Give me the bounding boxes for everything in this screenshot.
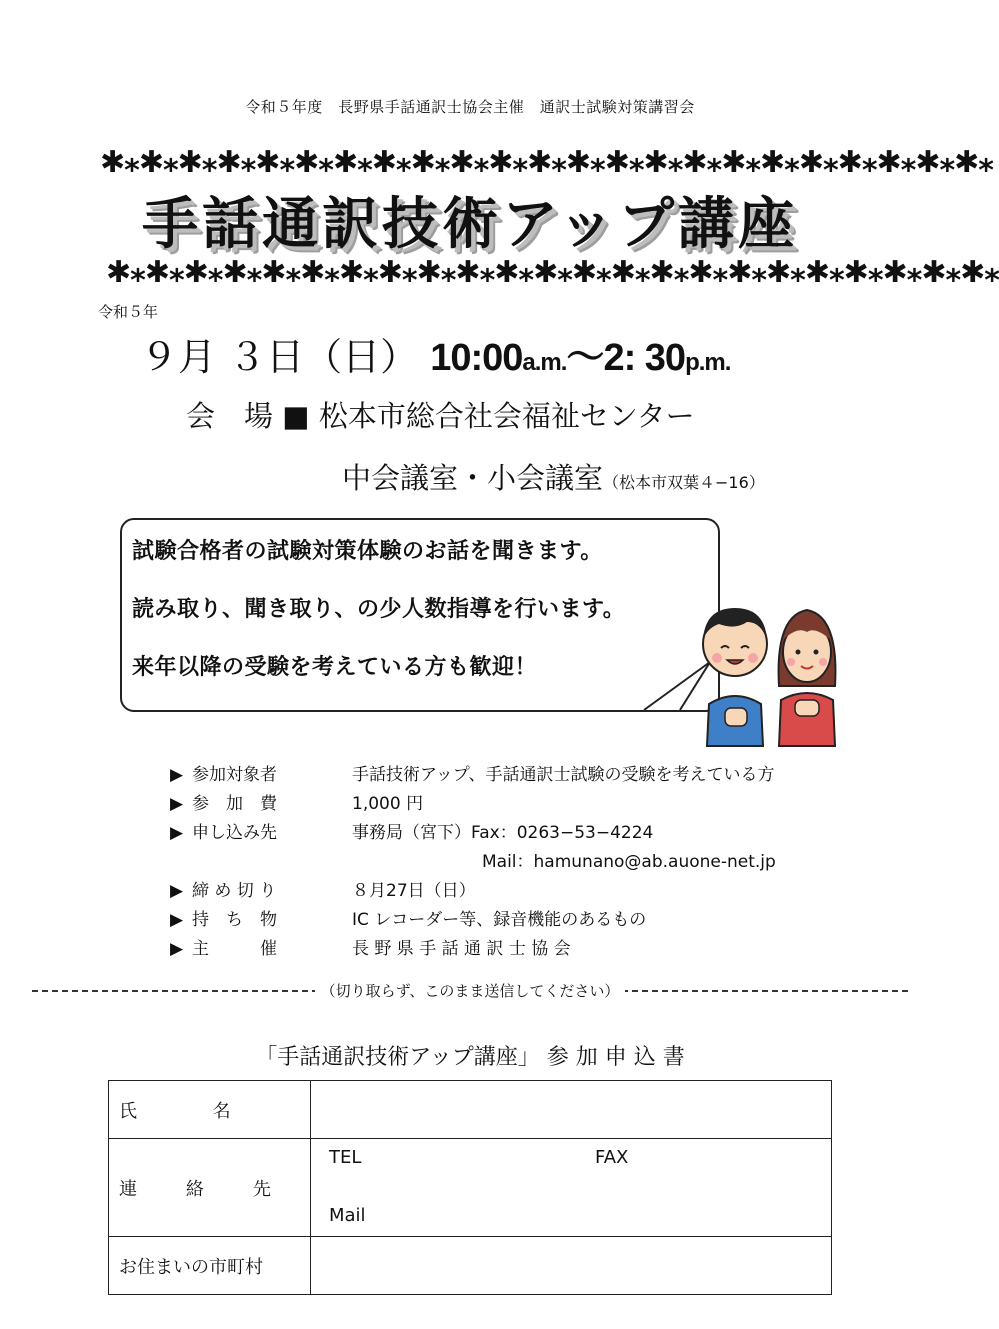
end-time: 2: 30 [603,337,686,379]
form-label-name: 氏 名 [109,1081,311,1139]
cut-note-text: （切り取らず、このまま送信してください） [315,982,626,1000]
decorative-stars-bottom: ✱⁎✱⁎✱⁎✱⁎✱⁎✱⁎✱⁎✱⁎✱⁎✱⁎✱⁎✱⁎✱⁎✱⁎✱⁎✱⁎✱⁎✱⁎✱⁎✱⁎✱⁎✱⁎✱⁎ [106,255,999,290]
bubble-line-1: 試験合格者の試験対策体験のお話を聞きます。 [132,539,603,564]
arrow-icon: ▶ [170,881,184,901]
boy-figure [703,608,767,746]
page-title: 手話通訳技術アップ講座 [141,192,799,257]
venue-room-names: 中会議室・小会議室 [342,461,604,495]
detail-label: 参加対象者 [192,765,277,785]
arrow-icon: ▶ [170,939,184,959]
venue-address: （松本市双葉４−16） [603,473,765,492]
start-time: 10:00 [430,337,523,379]
mail-label: Mail [329,1205,366,1226]
detail-row-fee [170,789,423,814]
detail-row-target [170,760,774,785]
form-row-contact [109,1139,832,1237]
detail-row-apply [170,818,653,843]
detail-row-deadline [170,876,476,901]
detail-value: ８月27日（日） [352,881,476,901]
arrow-icon: ▶ [170,765,184,785]
name-field[interactable] [311,1081,832,1139]
form-label-city: お住まいの市町村 [109,1237,311,1295]
detail-row-mail [482,847,776,872]
form-title: 「手話通訳技術アップ講座」 参 加 申 込 書 [255,1045,685,1070]
venue-rooms [342,456,765,497]
detail-row-organizer [170,934,571,959]
event-subtitle: 令和５年度 長野県手話通訳士協会主催 通訳士試験対策講習会 [245,98,695,116]
city-field[interactable] [311,1237,832,1295]
speech-bubble [120,518,720,712]
detail-value: 手話技術アップ、手話通訳士試験の受験を考えている方 [352,765,775,785]
detail-row-belongings [170,905,646,930]
detail-value: IC レコーダー等、録音機能のあるもの [352,910,647,930]
event-date: ９月 ３日（日） [140,335,419,379]
form-label-contact: 連 絡 先 [109,1139,311,1237]
arrow-icon: ▶ [170,910,184,930]
detail-value: 長 野 県 手 話 通 訳 士 協 会 [352,939,571,959]
decorative-stars-top: ✱⁎✱⁎✱⁎✱⁎✱⁎✱⁎✱⁎✱⁎✱⁎✱⁎✱⁎✱⁎✱⁎✱⁎✱⁎✱⁎✱⁎✱⁎✱⁎✱⁎✱⁎✱⁎✱⁎ [100,145,993,180]
form-row-name [109,1081,832,1139]
era-year: 令和５年 [98,303,159,321]
signing-people-illustration [695,596,845,746]
detail-value: 事務局（宮下）Fax：0263−53−4224 [352,823,654,843]
contact-field[interactable] [311,1139,832,1237]
application-form [108,1080,832,1295]
detail-label: 参 加 費 [192,794,277,814]
detail-value: 1,000 円 [352,794,424,814]
detail-label: 締 め 切 り [192,881,277,901]
event-date-time [140,326,730,381]
tel-label: TEL [329,1147,362,1168]
detail-label: 持 ち 物 [192,910,277,930]
fax-label: FAX [595,1147,629,1168]
detail-label: 申し込み先 [192,823,277,843]
form-row-city [109,1237,832,1295]
end-ampm: p.m. [685,349,731,376]
arrow-icon: ▶ [170,823,184,843]
bubble-line-3: 来年以降の受験を考えている方も歓迎！ [132,655,538,680]
start-ampm: a.m. [522,349,567,376]
time-tilde: ～ [566,337,604,379]
cut-note [0,980,940,1001]
bubble-line-2: 読み取り、聞き取り、の少人数指導を行います。 [132,597,626,622]
detail-value-mail[interactable]: Mail：hamunano@ab.auone-net.jp [482,852,776,872]
arrow-icon: ▶ [170,794,184,814]
girl-figure [779,610,836,746]
venue-name: 会 場 ■ 松本市総合社会福祉センター [186,399,695,433]
detail-label: 主 催 [192,939,277,959]
